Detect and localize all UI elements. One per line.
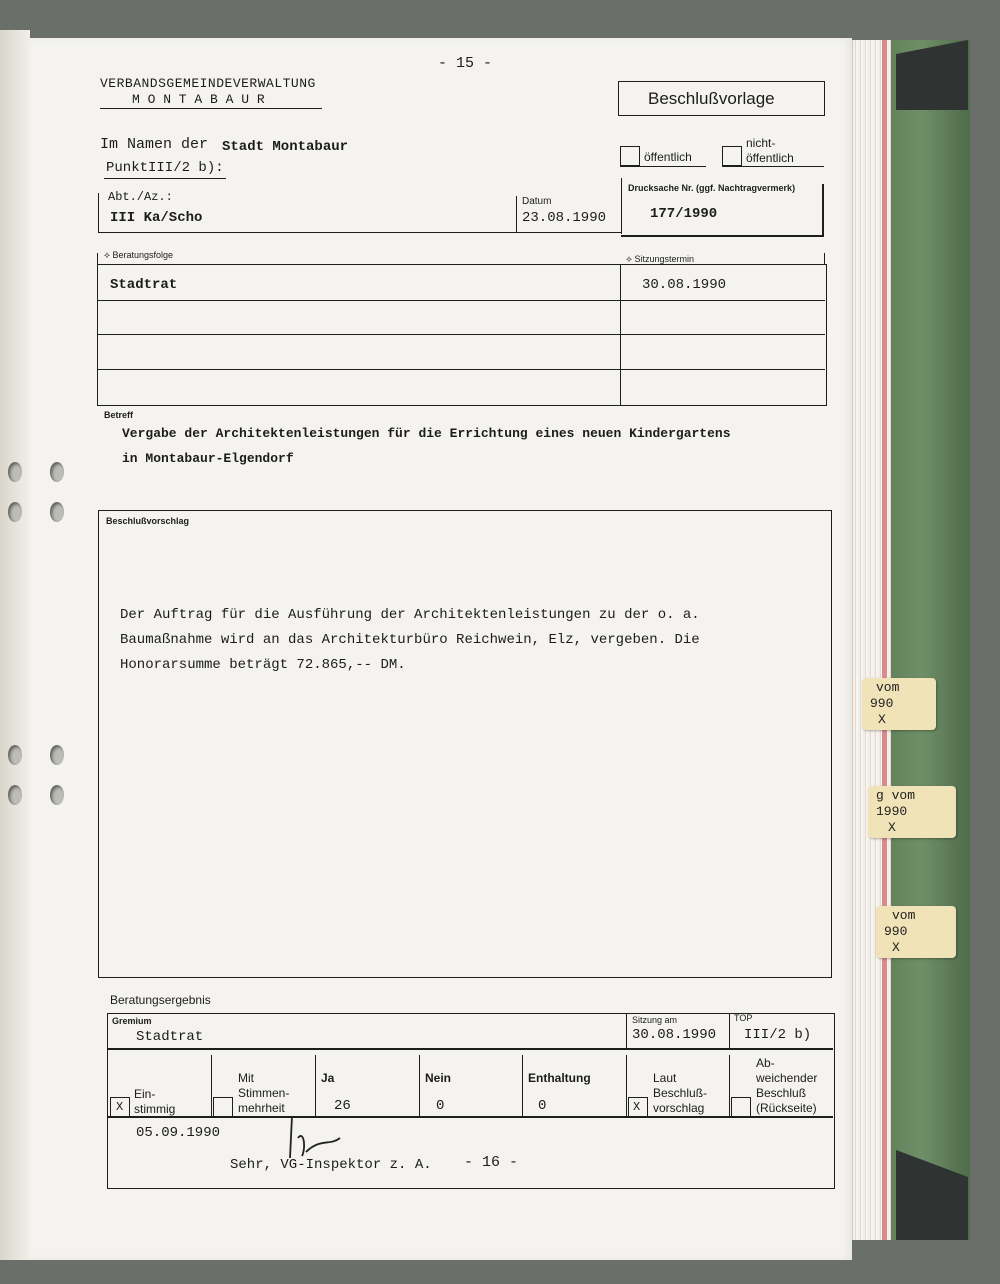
sitzung-am-label: Sitzung am bbox=[632, 1015, 678, 1025]
laut-label-2: Beschluß- bbox=[653, 1086, 708, 1100]
einstimmig-label-1: Ein- bbox=[134, 1087, 156, 1101]
punch-hole bbox=[8, 502, 22, 522]
beschlussvorschlag-box bbox=[98, 510, 832, 978]
beratungsfolge-text: Beratungsfolge bbox=[112, 250, 174, 260]
abweichend-label-4: (Rückseite) bbox=[756, 1101, 817, 1115]
tab-text: vom bbox=[876, 680, 900, 695]
sitzungstermin-text: Sitzungstermin bbox=[634, 254, 694, 264]
arrow-icon: ⟡ bbox=[104, 250, 110, 260]
tab-text: 990 bbox=[884, 924, 908, 939]
signature-line: Sehr, VG-Inspektor z. A. bbox=[230, 1157, 432, 1173]
sitzung-am-value: 30.08.1990 bbox=[632, 1027, 717, 1043]
laut-label-3: vorschlag bbox=[653, 1101, 705, 1115]
public-label: öffentlich bbox=[644, 150, 692, 164]
datum-label: Datum bbox=[522, 196, 552, 207]
vote-divider bbox=[419, 1055, 420, 1117]
index-tab-1[interactable] bbox=[862, 678, 936, 730]
mehrheit-label-2: Stimmen- bbox=[238, 1086, 290, 1100]
top-divider bbox=[729, 1013, 730, 1049]
page-number-bottom: - 16 - bbox=[464, 1154, 519, 1171]
punkt: PunktIII/2 b): bbox=[106, 160, 224, 176]
sitzung-divider bbox=[626, 1013, 627, 1049]
drucksache-bottom-line bbox=[621, 235, 824, 237]
tab-text: vom bbox=[892, 908, 916, 923]
abt-left-line bbox=[98, 193, 99, 233]
tab-text: 990 bbox=[870, 696, 894, 711]
signature-date: 05.09.1990 bbox=[136, 1125, 221, 1141]
datum-value: 23.08.1990 bbox=[522, 210, 607, 226]
table-row-line bbox=[97, 300, 825, 301]
top-label: TOP bbox=[734, 1013, 753, 1023]
doc-type-title: Beschlußvorlage bbox=[648, 89, 775, 108]
punch-hole bbox=[8, 745, 22, 765]
org-name: VERBANDSGEMEINDEVERWALTUNG bbox=[100, 76, 316, 91]
nein-label: Nein bbox=[425, 1071, 452, 1085]
page-number-top: - 15 - bbox=[438, 55, 493, 72]
beratungsfolge-label bbox=[104, 250, 173, 261]
mehrheit-label-3: mehrheit bbox=[238, 1101, 285, 1115]
stadt-name: Stadt Montabaur bbox=[222, 139, 349, 155]
top-value: III/2 b) bbox=[744, 1027, 812, 1043]
abt-label: Abt./Az.: bbox=[108, 190, 173, 204]
punch-hole bbox=[8, 785, 22, 805]
punkt-underline bbox=[104, 178, 226, 179]
mehrheit-checkbox[interactable] bbox=[213, 1097, 233, 1117]
nonpublic-label-1: nicht- bbox=[746, 136, 776, 150]
nonpublic-underline bbox=[722, 166, 824, 167]
betreff-line-1: Vergabe der Architektenleistungen für die Errichtung eines neuen Kindergartens bbox=[122, 426, 731, 441]
ergebnis-row-line bbox=[107, 1048, 833, 1050]
abweichend-label-2: weichender bbox=[756, 1071, 818, 1085]
abt-value: III Ka/Scho bbox=[110, 210, 203, 226]
nonpublic-checkbox[interactable] bbox=[722, 146, 742, 166]
table-row-line bbox=[97, 334, 825, 335]
vote-divider bbox=[729, 1055, 730, 1117]
tab-text: X bbox=[878, 712, 886, 727]
punch-hole bbox=[50, 462, 64, 482]
punch-hole bbox=[50, 502, 64, 522]
einstimmig-label-2: stimmig bbox=[134, 1102, 176, 1116]
abt-bottom-line bbox=[98, 232, 622, 233]
beratungsergebnis-label: Beratungsergebnis bbox=[110, 993, 211, 1007]
index-tab-2[interactable] bbox=[868, 786, 956, 838]
beschluss-line-2: Baumaßnahme wird an das Architekturbüro Reichwein, Elz, vergeben. Die bbox=[120, 632, 700, 648]
punch-hole bbox=[50, 785, 64, 805]
enthaltung-value: 0 bbox=[538, 1098, 547, 1114]
beschlussvorschlag-label: Beschlußvorschlag bbox=[106, 516, 190, 526]
table-row-line bbox=[97, 369, 825, 370]
red-page-edge bbox=[882, 40, 887, 1240]
tab-text: 1990 bbox=[876, 804, 908, 819]
nonpublic-label-2: öffentlich bbox=[746, 151, 794, 165]
datum-left-line bbox=[516, 196, 517, 232]
gremium-value: Stadtrat bbox=[136, 1029, 204, 1045]
laut-label-1: Laut bbox=[653, 1071, 677, 1085]
mehrheit-label-1: Mit bbox=[238, 1071, 254, 1085]
tab-text: g vom bbox=[876, 788, 916, 803]
vote-divider bbox=[211, 1055, 212, 1117]
punch-hole bbox=[50, 745, 64, 765]
arrow-icon: ⟡ bbox=[626, 254, 632, 264]
beratung-termin: 30.08.1990 bbox=[642, 277, 727, 293]
vote-divider bbox=[626, 1055, 627, 1117]
gremium-label: Gremium bbox=[112, 1016, 152, 1026]
laut-mark: X bbox=[633, 1100, 641, 1114]
tab-text: X bbox=[892, 940, 900, 955]
tab-text: X bbox=[888, 820, 896, 835]
abweichend-label-3: Beschluß bbox=[756, 1086, 807, 1100]
ja-label: Ja bbox=[321, 1071, 335, 1085]
betreff-line-2: in Montabaur-Elgendorf bbox=[122, 451, 294, 466]
binder-left-page bbox=[0, 30, 30, 1260]
einstimmig-mark: X bbox=[116, 1100, 124, 1114]
table-tick bbox=[824, 253, 825, 265]
im-namen-der: Im Namen der bbox=[100, 136, 209, 153]
drucksache-left-line bbox=[621, 178, 622, 234]
public-checkbox[interactable] bbox=[620, 146, 640, 166]
ja-value: 26 bbox=[334, 1098, 351, 1114]
index-tab-3[interactable] bbox=[876, 906, 956, 958]
enthaltung-label: Enthaltung bbox=[528, 1071, 591, 1085]
drucksache-value: 177/1990 bbox=[650, 206, 718, 222]
beschluss-line-1: Der Auftrag für die Ausführung der Architektenleistungen zu der o. a. bbox=[120, 607, 700, 623]
beschluss-line-3: Honorarsumme beträgt 72.865,-- DM. bbox=[120, 657, 406, 673]
betreff-label: Betreff bbox=[104, 410, 134, 420]
table-tick bbox=[97, 253, 98, 265]
vote-divider bbox=[522, 1055, 523, 1117]
org-underline bbox=[100, 108, 322, 109]
drucksache-label: Drucksache Nr. (ggf. Nachtragvermerk) bbox=[628, 183, 796, 193]
nein-value: 0 bbox=[436, 1098, 445, 1114]
beratung-gremium: Stadtrat bbox=[110, 277, 178, 293]
public-underline bbox=[620, 166, 706, 167]
org-city: M O N T A B A U R bbox=[132, 92, 265, 107]
punch-hole bbox=[8, 462, 22, 482]
abweichend-label-1: Ab- bbox=[756, 1056, 775, 1070]
abweichend-checkbox[interactable] bbox=[731, 1097, 751, 1117]
drucksache-right-line bbox=[822, 184, 824, 236]
